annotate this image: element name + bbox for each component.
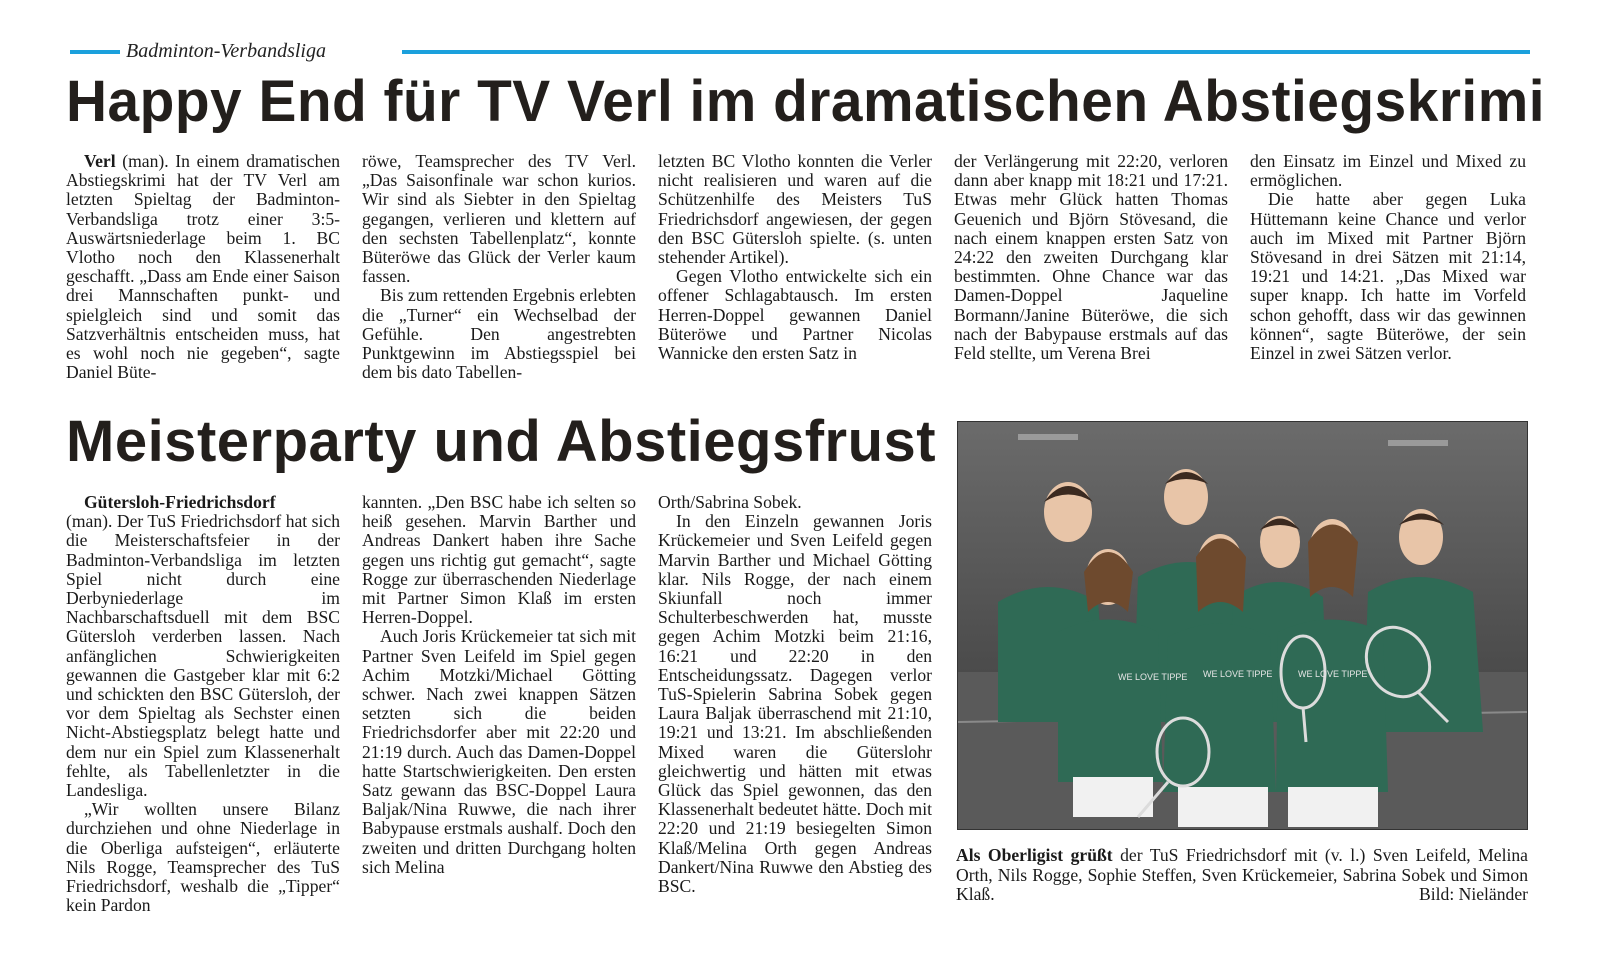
team-photo-illustration [958, 422, 1527, 829]
dateline: Gütersloh-Friedrichsdorf [84, 492, 276, 512]
photo-caption [956, 846, 1528, 905]
paragraph: Gegen Vlotho entwickelte sich ein offener Schlagabtausch. Im ersten Herren-Doppel gewannen Daniel Büteröwe und Partner Nicolas Wannicke den ersten Satz in [658, 266, 932, 364]
article1-column-5 [1250, 152, 1526, 377]
shirt-print: WE LOVE TIPPE [1203, 669, 1273, 679]
paragraph: der Verlängerung mit 22:20, verloren dann aber knapp mit 18:21 und 17:21. Etwas mehr Glück hatten Thomas Geuenich und Björn Stövesand, die nach einem knappen ersten Satz von 24:22 den zweiten Durchgang klar bestimmten. Ohne Chance war das Damen-Doppel Jaqueline Bormann/Janine Büteröwe, die sich nach der Babypause erstmals auf das Feld stellte, um Verena Brei [954, 151, 1228, 364]
article2-column-1 [66, 492, 340, 916]
article1-column-4 [954, 152, 1228, 377]
caption-text: der TuS Friedrichsdorf mit (v. l.) Sven Leifeld, Melina Orth, Nils Rogge, Sophie Steffen, Sven Krückemeier, Sabrina Sobek und Simon Klaß. [956, 845, 1528, 905]
article1-column-3 [658, 152, 932, 377]
shirt-print: WE LOVE TIPPE [1298, 669, 1368, 679]
rubric: Badminton-Verbandsliga [126, 40, 326, 62]
dateline: Verl [84, 151, 116, 171]
headline-article-2: Meisterparty und Abstiegsfrust [66, 409, 937, 474]
paragraph: letzten BC Vlotho konnten die Verler nicht realisieren und waren auf die Schützenhilfe des Meisters TuS Friedrichsdorf angewiesen, der gegen den BSC Gütersloh spielte. (s. unten stehender Artikel). [658, 151, 932, 268]
headline-article-1: Happy End für TV Verl im dramatischen Abstiegskrimi [66, 69, 1546, 134]
paragraph: Die hatte aber gegen Luka Hüttemann keine Chance und verlor auch im Mixed mit Partner Björn Stövesand in drei Sätzen mit 21:14, 19:21 und 14:21. „Das Mixed war super knapp. Ich hatte im Vorfeld schon gehofft, dass wir das gewinnen können“, sagte Büteröwe, der sein Einzel in zwei Sätzen verlor. [1250, 189, 1526, 364]
paragraph: Bis zum rettenden Ergebnis erlebten die „Turner“ ein Wechselbad der Gefühle. Den angestrebten Punktgewinn im Abstiegsspiel bei dem bis dato Tabellen- [362, 285, 636, 383]
shirt-print: WE LOVE TIPPE [1118, 672, 1188, 682]
paragraph: „Wir wollten unsere Bilanz durchziehen und ohne Niederlage in die Oberliga aufsteigen“, erläuterte Nils Rogge, Teamsprecher des TuS Friedrichsdorf, weshalb die „Tipper“ kein Pardon [66, 799, 340, 916]
paragraph: Auch Joris Krückemeier tat sich mit Partner Sven Leifeld im Spiel gegen Achim Motzki/Michael Götting schwer. Nach zwei knappen Sätzen setzten sich die beiden Friedrichsdorfer aber mit 22:20 und 21:19 durch. Auch das Damen-Doppel hatte Startschwierigkeiten. Den ersten Satz gewann das BSC-Doppel Laura Baljak/Nina Ruwwe, die nach ihrer Babypause erstmals aushalf. Doch den zweiten und dritten Durchgang holten sich Melina [362, 626, 636, 877]
article2-column-2 [362, 493, 636, 903]
article1-column-1 [66, 151, 340, 383]
paragraph: Orth/Sabrina Sobek. [658, 492, 802, 512]
paragraph: (man). In einem dramatischen Abstiegskrimi hat der TV Verl am letzten Spieltag der Badminton-Verbandsliga trotz einer 3:5-Auswärtsniederlage beim 1. BC Vlotho noch den Klassenerhalt geschafft. „Dass am Ende einer Saison drei Mannschaften punkt- und spielgleich sind und somit das Satzverhältnis entscheiden muss, hat es wohl noch nie gegeben“, sagte Daniel Büte- [66, 151, 340, 383]
paragraph: kannten. „Den BSC habe ich selten so heiß gesehen. Marvin Barther und Andreas Dankert haben ihre Sache gegen uns richtig gut gemacht“, sagte Rogge zur überraschenden Niederlage mit Partner Simon Klaß im ersten Herren-Doppel. [362, 492, 636, 628]
paragraph: röwe, Teamsprecher des TV Verl. „Das Saisonfinale war schon kurios. Wir sind als Siebter in den Spieltag gegangen, verlieren und klettern auf den sechsten Tabellenplatz“, konnte Büteröwe das Glück der Verler kaum fassen. [362, 151, 636, 287]
paragraph: den Einsatz im Einzel und Mixed zu ermöglichen. [1250, 151, 1526, 191]
article2-column-3 [658, 493, 932, 903]
team-photo [957, 421, 1528, 830]
article1-column-2 [362, 151, 636, 383]
rubric-rule-left [70, 50, 120, 54]
rubric-rule-right [402, 50, 1530, 54]
photo-credit: Bild: Nieländer [1419, 884, 1528, 905]
caption-lead: Als Oberligist grüßt [956, 845, 1113, 865]
paragraph: (man). Der TuS Friedrichsdorf hat sich die Meisterschaftsfeier in der Badminton-Verbandsliga im letzten Spiel nicht durch eine Derbyniederlage im Nachbarschaftsduell mit dem BSC Gütersloh verderben lassen. Nach anfänglichen Schwierigkeiten gewannen die Gastgeber klar mit 6:2 und schickten den BSC Gütersloh, der vor dem Spieltag als Sechster einen Nicht-Abstiegsplatz belegt hatte und dem nur ein Spiel zum Klassenerhalt fehlte, als Tabellenletzter in die Landesliga. [66, 511, 340, 801]
paragraph: In den Einzeln gewannen Joris Krückemeier und Sven Leifeld gegen Marvin Barther und Michael Götting klar. Nils Rogge, der nach einem Skiunfall noch immer Schulterbeschwerden hat, musste gegen Achim Motzki beim 21:16, 16:21 und 22:20 in den Entscheidungssatz. Dagegen verlor TuS-Spielerin Sabrina Sobek gegen Laura Baljak überraschend mit 21:10, 19:21 und 13:21. Im abschließenden Mixed waren die Güterslohr gleichwertig und hätten mit etwas Glück das Spiel gewonnen, das den Klassenerhalt bedeutet hätte. Doch mit 22:20 und 21:19 besiegelten Simon Klaß/Melina Orth gegen Andreas Dankert/Nina Ruwwe den Abstieg des BSC. [658, 511, 932, 897]
